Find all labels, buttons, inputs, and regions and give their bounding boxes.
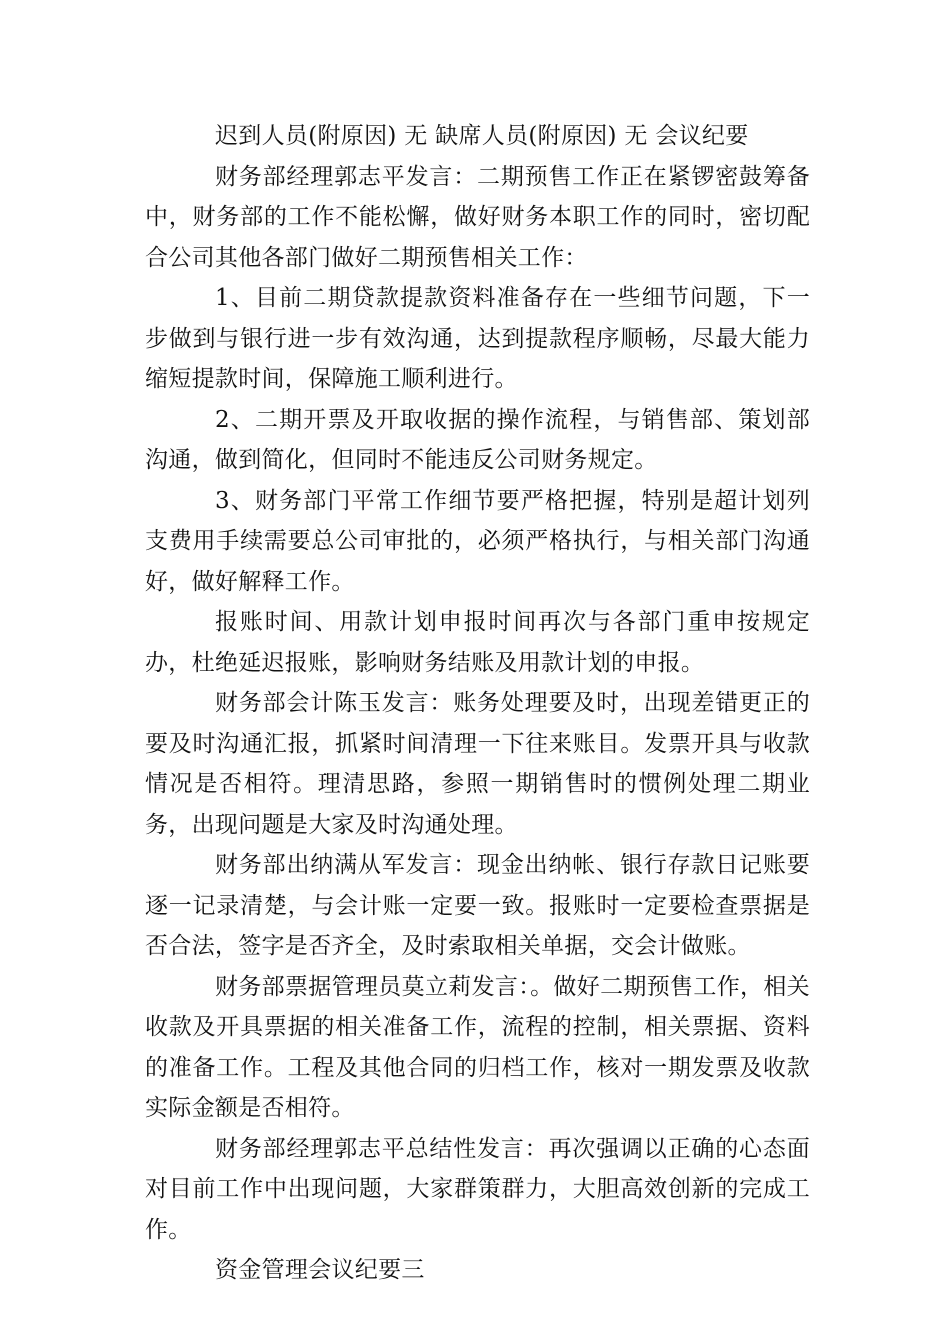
section-heading: 资金管理会议纪要三 <box>215 1257 425 1283</box>
invoice-clerk-speech-paragraph: 财务部票据管理员莫立莉发言：。做好二期预售工作，相关收款及开具票据的相关准备工作，流程的控制，相关票据、资料的准备工作。工程及其他合同的归档工作，核对一期发票及收款实际金额是否相符。 <box>145 973 810 1121</box>
item-2-paragraph: 2、二期开票及开取收据的操作流程，与销售部、策划部沟通，做到简化，但同时不能违反公司财务规定。 <box>145 406 810 473</box>
item-3-paragraph: 3、财务部门平常工作细节要严格把握，特别是超计划列支费用手续需要总公司审批的，必须严格执行，与相关部门沟通好，做好解释工作。 <box>145 487 810 595</box>
manager-summary-paragraph: 财务部经理郭志平总结性发言：再次强调以正确的心态面对目前工作中出现问题，大家群策群力，大胆高效创新的完成工作。 <box>145 1135 810 1243</box>
manager-speech-paragraph: 财务部经理郭志平发言：二期预售工作正在紧锣密鼓筹备中，财务部的工作不能松懈，做好财务本职工作的同时，密切配合公司其他各部门做好二期预售相关工作： <box>145 163 810 271</box>
accountant-speech-paragraph: 财务部会计陈玉发言：账务处理要及时，出现差错更正的要及时沟通汇报，抓紧时间清理一下往来账目。发票开具与收款情况是否相符。理清思路，参照一期销售时的惯例处理二期业务，出现问题是大家及时沟通处理。 <box>145 690 810 838</box>
attendance-line: 迟到人员(附原因) 无 缺席人员(附原因) 无 会议纪要 <box>215 123 749 149</box>
cashier-speech-paragraph: 财务部出纳满从军发言：现金出纳帐、银行存款日记账要逐一记录清楚，与会计账一定要一致。报账时一定要检查票据是否合法，签字是否齐全，及时索取相关单据，交会计做账。 <box>145 852 810 959</box>
document-body <box>145 116 810 1291</box>
reimbursement-paragraph: 报账时间、用款计划申报时间再次与各部门重申按规定办，杜绝延迟报账，影响财务结账及用款计划的申报。 <box>145 609 810 676</box>
item-1-paragraph: 1、目前二期贷款提款资料准备存在一些细节问题，下一步做到与银行进一步有效沟通，达到提款程序顺畅，尽最大能力缩短提款时间，保障施工顺利进行。 <box>145 285 810 392</box>
